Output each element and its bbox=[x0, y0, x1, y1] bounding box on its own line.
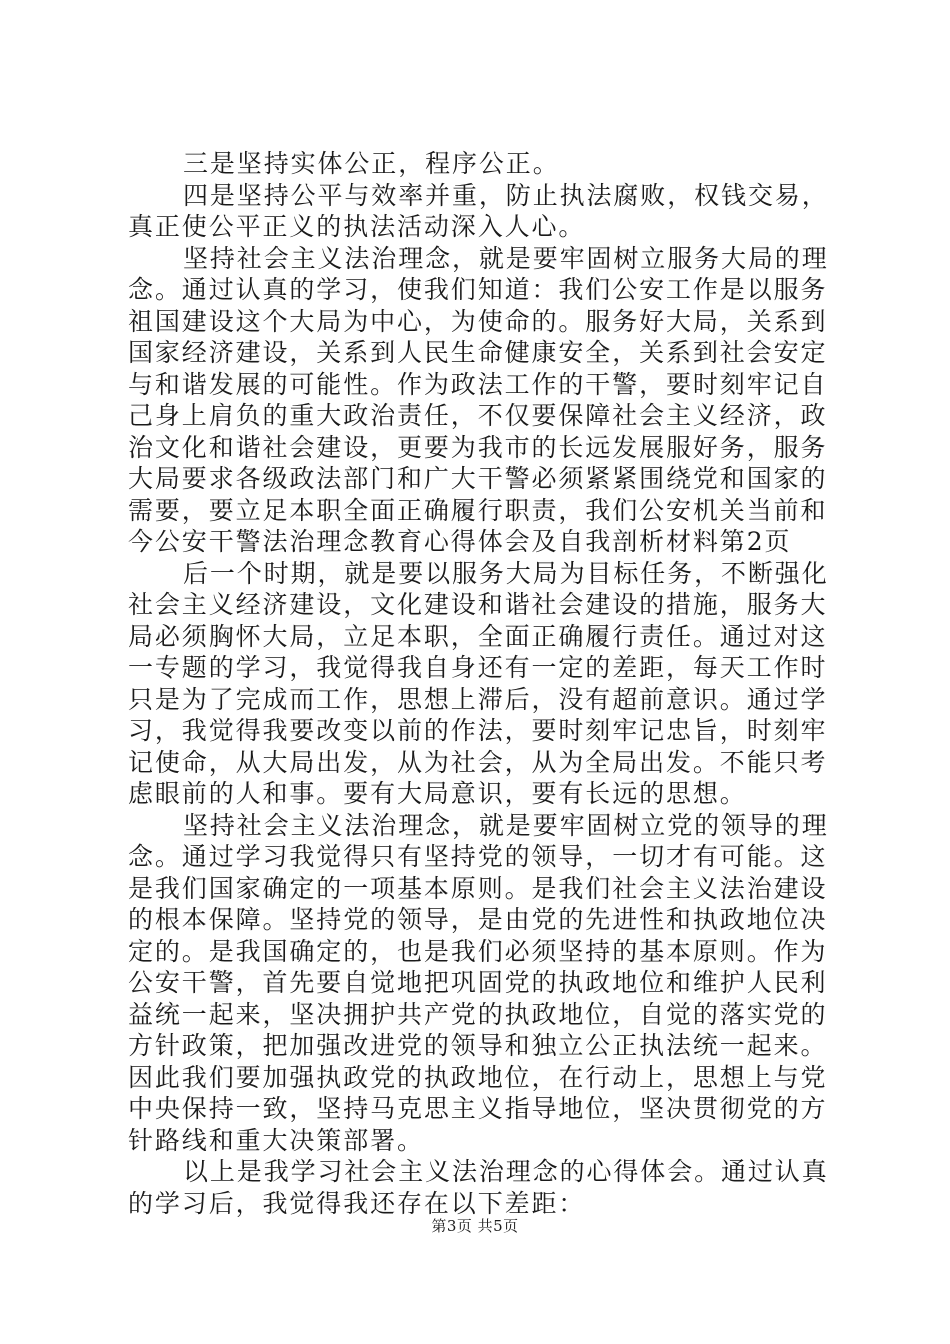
paragraph: 以上是我学习社会主义法治理念的心得体会。通过认真的学习后，我觉得我还存在以下差距： bbox=[128, 1157, 829, 1218]
document-body bbox=[128, 148, 834, 1219]
paragraph: 三是坚持实体公正，程序公正。 bbox=[183, 149, 560, 178]
paragraph: 后一个时期，就是要以服务大局为目标任务，不断强化社会主义经济建设，文化建设和谐社会建设的措施，服务大局必须胸怀大局，立足本职，全面正确履行责任。通过对这一专题的学习，我觉得我自身还有一定的差距，每天工作时只是为了完成而工作，思想上滞后，没有超前意识。通过学习，我觉得我要改变以前的作法，要时刻牢记忠旨，时刻牢记使命，从大局出发，从为社会，从为全局出发。不能只考虑眼前的人和事。要有大局意识，要有长远的思想。 bbox=[128, 558, 829, 808]
page-number-footer: 第3页 共5页 bbox=[431, 1217, 519, 1235]
paragraph: 四是坚持公平与效率并重，防止执法腐败，权钱交易，真正使公平正义的执法活动深入人心。 bbox=[128, 180, 829, 241]
paragraph: 坚持社会主义法治理念，就是要牢固树立党的领导的理念。通过学习我觉得只有坚持党的领导，一切才有可能。这是我们国家确定的一项基本原则。是我们社会主义法治建设的根本保障。坚持党的领导，是由党的先进性和执政地位决定的。是我国确定的，也是我们必须坚持的基本原则。作为公安干警，首先要自觉地把巩固党的执政地位和维护人民利益统一起来，坚决拥护共产党的执政地位，自觉的落实党的方针政策，把加强改进党的领导和独立公正执法统一起来。因此我们要加强执政党的执政地位，在行动上，思想上与党中央保持一致，坚持马克思主义指导地位，坚决贯彻党的方针路线和重大决策部署。 bbox=[128, 810, 829, 1155]
paragraph: 坚持社会主义法治理念，就是要牢固树立服务大局的理念。通过认真的学习，使我们知道：我们公安工作是以服务祖国建设这个大局为中心，为使命的。服务好大局，关系到国家经济建设，关系到人民生命健康安全，关系到社会安定与和谐发展的可能性。作为政法工作的干警，要时刻牢记自己身上肩负的重大政治责任，不仅要保障社会主义经济，政治文化和谐社会建设，更要为我市的长远发展服好务，服务大局要求各级政法部门和广大干警必须紧紧围绕党和国家的需要，要立足本职全面正确履行职责，我们公安机关当前和今公安干警法治理念教育心得体会及自我剖析材料第2页 bbox=[128, 243, 829, 556]
